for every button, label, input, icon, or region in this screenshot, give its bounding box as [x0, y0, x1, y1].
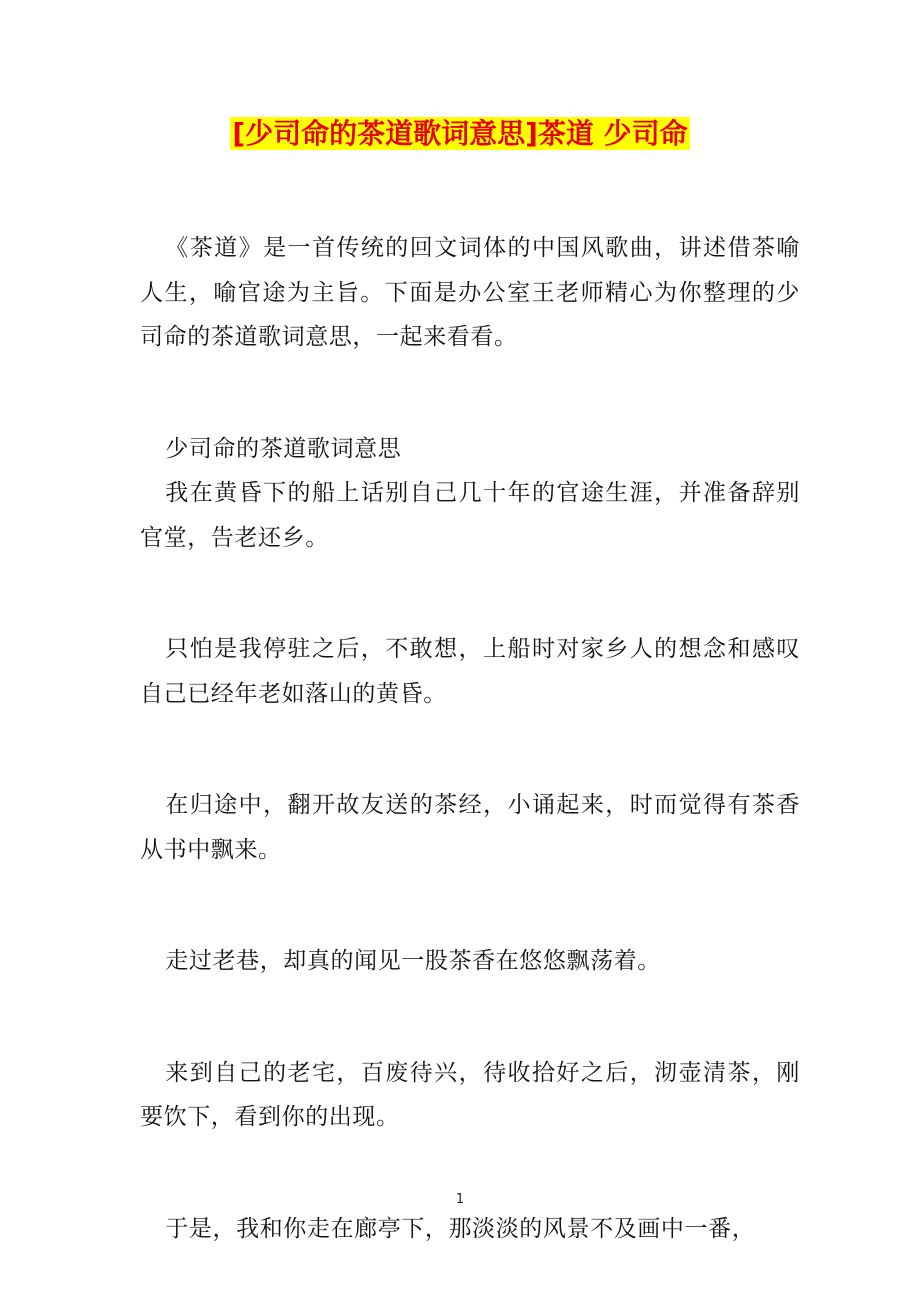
- lyric-meaning-paragraph: 在归途中，翻开故友送的茶经，小诵起来，时而觉得有茶香从书中飘来。: [140, 792, 800, 863]
- document-title-text: [少司命的茶道歌词意思]茶道 少司命: [232, 117, 688, 150]
- page-number: 1: [455, 1192, 465, 1207]
- document-title: [0, 114, 920, 154]
- section-heading: 少司命的茶道歌词意思: [165, 435, 402, 462]
- intro-paragraph: 《茶道》是一首传统的回文词体的中国风歌曲，讲述借茶喻人生，喻官途为主旨。下面是办公室王老师精心为你整理的少司命的茶道歌词意思，一起来看看。: [140, 235, 800, 350]
- lyric-meaning-paragraph: 只怕是我停驻之后，不敢想，上船时对家乡人的想念和感叹自己已经年老如落山的黄昏。: [140, 636, 800, 707]
- lyric-meaning-paragraph: 走过老巷，却真的闻见一股茶香在悠悠飘荡着。: [165, 948, 661, 974]
- lyric-meaning-paragraph: 我在黄昏下的船上话别自己几十年的官途生涯，并准备辞别官堂，告老还乡。: [140, 480, 800, 551]
- lyric-meaning-paragraph: 于是，我和你走在廊亭下，那淡淡的风景不及画中一番，: [165, 1215, 756, 1242]
- document-body: [140, 226, 800, 1251]
- lyric-meaning-paragraph: 来到自己的老宅，百废待兴，待收拾好之后，沏壶清茶，刚要饮下，看到你的出现。: [140, 1059, 800, 1130]
